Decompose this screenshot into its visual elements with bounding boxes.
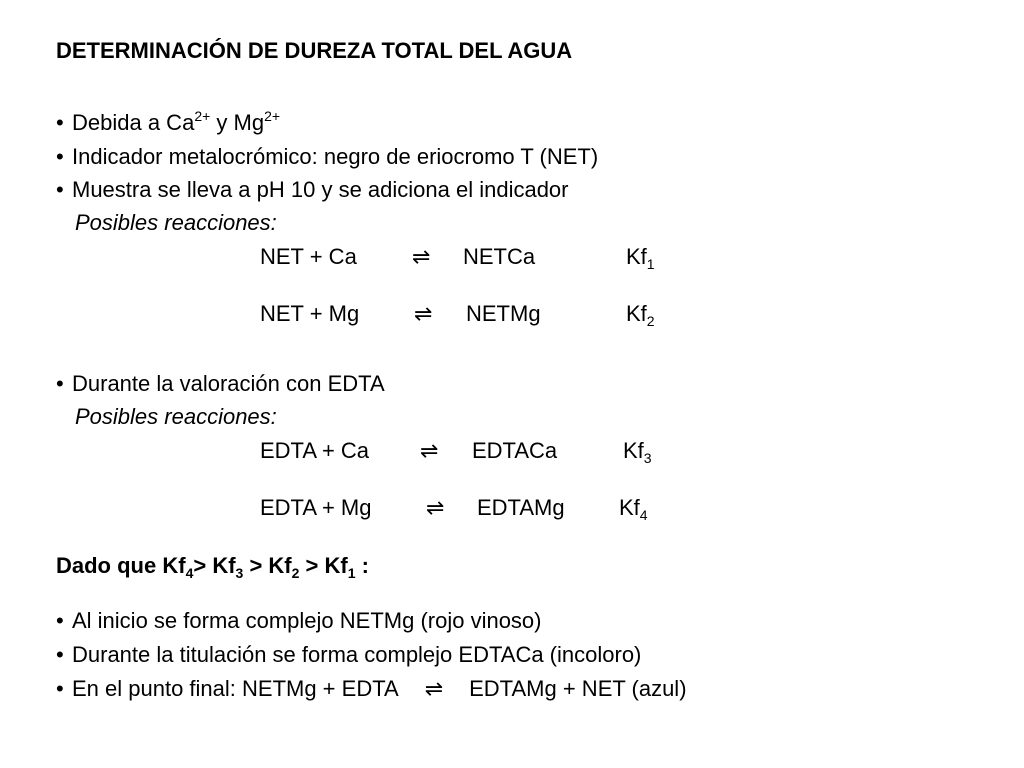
reaction-net-ca-constant: $Kf_1$ — [626, 244, 655, 272]
reaction-net-mg-constant: $Kf_2$ — [626, 301, 655, 329]
bullet-valoracion: • Durante la valoración con EDTA — [56, 371, 385, 396]
reaction-net-ca-lhs: NET + Ca — [260, 244, 357, 269]
bullet-punto-final: • En el punto final: NETMg + EDTA ⇌ EDTAMg + NET (azul) — [56, 676, 687, 701]
bullet-dot: • — [56, 371, 64, 396]
posibles-reacciones-label-2: Posibles reacciones: — [75, 404, 277, 429]
bullet-dot: • — [56, 177, 64, 202]
bullet-dot: • — [56, 608, 64, 633]
equilibrium-arrow-icon: ⇌ — [424, 676, 444, 701]
reaction-edta-mg-lhs: EDTA + Mg — [260, 495, 372, 520]
reaction-edta-mg-rhs: EDTAMg — [477, 495, 565, 520]
reaction-net-mg-rhs: NETMg — [466, 301, 541, 326]
equilibrium-arrow-icon: ⇌ — [426, 495, 445, 520]
equilibrium-arrow-icon: ⇌ — [414, 301, 433, 326]
dado-que-inequality: Dado que $Kf_4> Kf_3 > Kf_2 > Kf_1$ : — [56, 553, 369, 581]
bullet-hardness-ions: • Debida a $Ca^{2+}$ y $Mg^{2+}$ — [56, 108, 281, 135]
posibles-reacciones-label-1: Posibles reacciones: — [75, 210, 277, 235]
bullet-dot: • — [56, 676, 64, 701]
bullet-dot: • — [56, 144, 64, 169]
equilibrium-arrow-icon: ⇌ — [412, 244, 431, 269]
bullet-titulacion: • Durante la titulación se forma complejo EDTACa (incoloro) — [56, 642, 642, 667]
bullet-indicator: • Indicador metalocrómico: negro de eriocromo T (NET) — [56, 144, 599, 169]
bullet-dot: • — [56, 642, 64, 667]
reaction-edta-ca-rhs: EDTACa — [472, 438, 558, 463]
reaction-edta-ca-lhs: EDTA + Ca — [260, 438, 370, 463]
reaction-net-mg-lhs: NET + Mg — [260, 301, 360, 326]
reaction-edta-ca-constant: $Kf_3$ — [623, 438, 652, 466]
bullet-dot: • — [56, 110, 64, 135]
page-title: DETERMINACIÓN DE DUREZA TOTAL DEL AGUA — [56, 38, 573, 63]
equilibrium-arrow-icon: ⇌ — [420, 438, 439, 463]
reaction-net-ca-rhs: NETCa — [463, 244, 536, 269]
reaction-edta-mg-constant: $Kf_4$ — [619, 495, 648, 523]
bullet-inicio: • Al inicio se forma complejo NETMg (rojo vinoso) — [56, 608, 542, 633]
bullet-sample-ph: • Muestra se lleva a pH 10 y se adiciona el indicador — [56, 177, 569, 202]
